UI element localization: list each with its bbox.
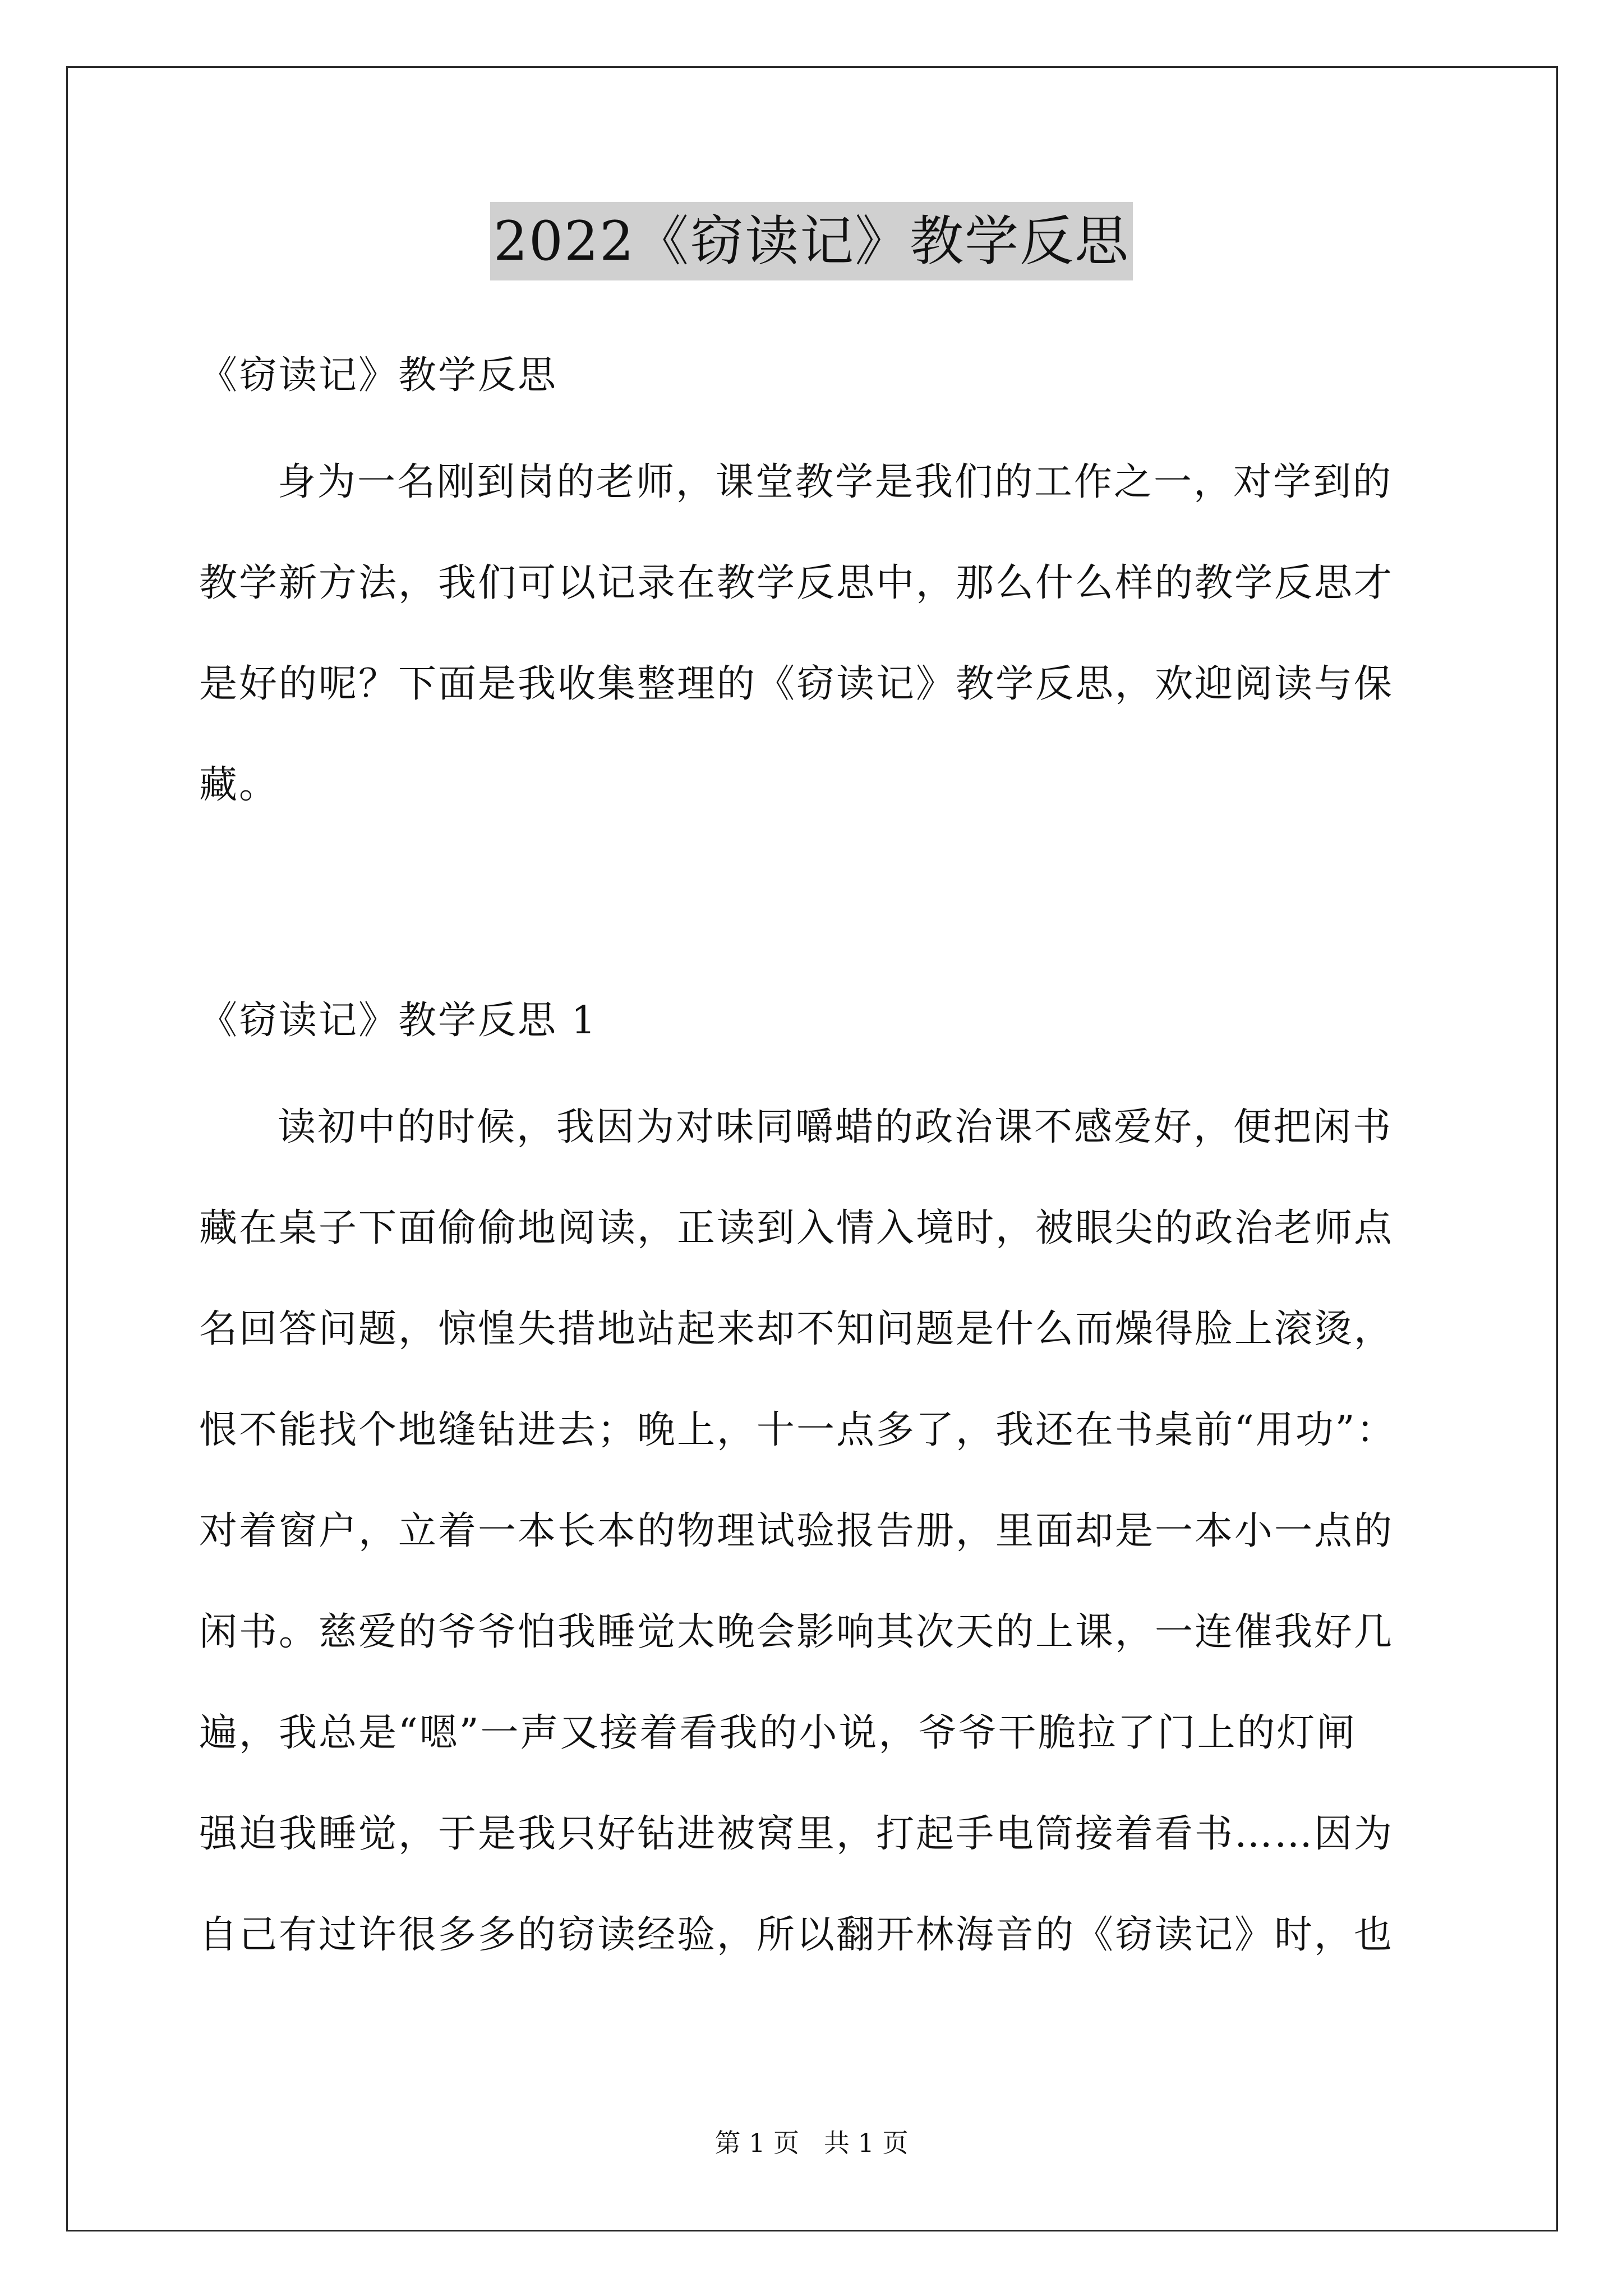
page-number: 第 1 页	[714, 2128, 800, 2158]
body-line: 恨不能找个地缝钻进去；晚上，十一点多了，我还在书桌前“用功”：	[199, 1408, 1396, 1452]
body-line: 自己有过许很多多的窃读经验，所以翻开林海音的《窃读记》时，也	[199, 1913, 1394, 1957]
body-line: 藏在桌子下面偷偷地阅读，正读到入情入境时，被眼尖的政治老师点	[199, 1206, 1394, 1250]
page-footer	[0, 2126, 1623, 2160]
body-line: 遍，我总是“嗯”一声又接着看我的小说，爷爷干脆拉了门上的灯闸	[199, 1711, 1357, 1755]
body-line: 名回答问题，惊惶失措地站起来却不知问题是什么而燥得脸上滚烫，	[199, 1307, 1394, 1351]
body-line: 闲书。慈爱的爷爷怕我睡觉太晚会影响其次天的上课，一连催我好几	[199, 1610, 1394, 1654]
intro-line: 教学新方法，我们可以记录在教学反思中，那么什么样的教学反思才	[199, 561, 1394, 605]
page-total: 共 1 页	[823, 2128, 909, 2158]
body-line: 强迫我睡觉，于是我只好钻进被窝里，打起手电筒接着看书……因为	[199, 1812, 1394, 1856]
page-title: 2022《窃读记》教学反思	[490, 202, 1133, 280]
body-line: 读初中的时候，我因为对味同嚼蜡的政治课不感爱好，便把闲书	[278, 1105, 1393, 1149]
intro-line: 身为一名刚到岗的老师，课堂教学是我们的工作之一，对学到的	[278, 460, 1393, 504]
body-line: 对着窗户，立着一本长本的物理试验报告册，里面却是一本小一点的	[199, 1509, 1394, 1553]
title-container	[0, 202, 1623, 280]
footer-spacer	[799, 2128, 824, 2158]
intro-line: 藏。	[199, 763, 279, 807]
intro-line: 是好的呢？下面是我收集整理的《窃读记》教学反思，欢迎阅读与保	[199, 662, 1394, 706]
subtitle: 《窃读记》教学反思	[199, 353, 558, 398]
section-heading: 《窃读记》教学反思 1	[199, 999, 597, 1043]
